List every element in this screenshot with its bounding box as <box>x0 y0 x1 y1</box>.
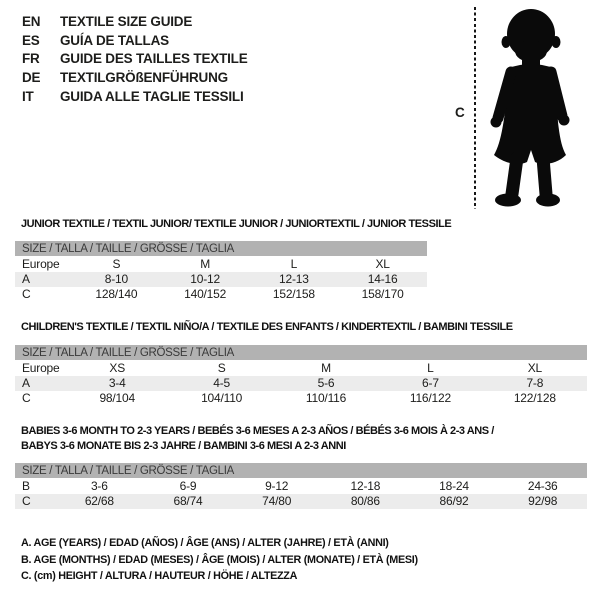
age-cell: 18-24 <box>439 479 469 493</box>
table-row <box>15 287 427 302</box>
height-cell: 98/104 <box>99 391 135 405</box>
height-cell: 152/158 <box>272 287 315 301</box>
age-cell: 8-10 <box>104 272 128 286</box>
height-cell: 74/80 <box>262 494 292 508</box>
children-size-table <box>15 345 587 406</box>
row-label: Europe <box>22 361 60 375</box>
age-cell: 12-18 <box>350 479 381 493</box>
table-row <box>15 479 587 494</box>
babies-size-table <box>15 463 587 509</box>
height-cell: 62/68 <box>84 494 114 508</box>
size-cell: L <box>290 257 298 271</box>
children-table-title: CHILDREN'S TEXTILE / TEXTIL NIÑO/A / TEXTILE DES ENFANTS / KINDERTEXTIL / BAMBINI TESSILE <box>21 321 513 333</box>
lang-row-es <box>22 32 248 51</box>
lang-row-en <box>22 13 248 32</box>
lang-code: FR <box>22 51 40 67</box>
lang-code: DE <box>22 70 41 86</box>
height-cell: 128/140 <box>95 287 138 301</box>
height-cell: 158/170 <box>361 287 404 301</box>
table-row <box>15 272 427 287</box>
height-cell: 86/92 <box>439 494 469 508</box>
height-cell: 92/98 <box>528 494 558 508</box>
age-cell: 14-16 <box>367 272 398 286</box>
size-cell: M <box>200 257 211 271</box>
size-header-bar: SIZE / TALLA / TAILLE / GRÖSSE / TAGLIA <box>15 241 427 257</box>
babies-title-line2: BABYS 3-6 MONATE BIS 2-3 JAHRE / BAMBINI 3-6 MESI A 2-3 ANNI <box>21 440 346 452</box>
junior-size-table <box>15 241 427 302</box>
age-cell: 9-12 <box>265 479 289 493</box>
row-label: C <box>22 391 31 405</box>
age-cell: 3-4 <box>108 376 126 390</box>
row-label: A <box>22 376 30 390</box>
legend-line-a: A. AGE (YEARS) / EDAD (AÑOS) / ÂGE (ANS) / ALTER (JAHRE) / ETÀ (ANNI) <box>21 537 389 549</box>
row-label: Europe <box>22 257 60 271</box>
lang-row-fr <box>22 50 248 69</box>
height-measure-line <box>474 7 476 209</box>
row-label: A <box>22 272 30 286</box>
age-cell: 5-6 <box>317 376 335 390</box>
height-cell: 116/122 <box>409 391 451 405</box>
height-cell: 80/86 <box>350 494 380 508</box>
age-cell: 7-8 <box>526 376 544 390</box>
table-row <box>15 361 587 376</box>
babies-title-line1: BABIES 3-6 MONTH TO 2-3 YEARS / BEBÉS 3-6 MESES A 2-3 AÑOS / BÉBÉS 3-6 MOIS À 2-3 ANS / <box>21 425 494 437</box>
table-row <box>15 257 427 272</box>
age-cell: 12-13 <box>279 272 309 286</box>
table-row <box>15 494 587 509</box>
table-row <box>15 376 587 391</box>
height-cell: 122/128 <box>513 391 556 405</box>
lang-title: GUÍA DE TALLAS <box>60 32 169 48</box>
size-header-bar: SIZE / TALLA / TAILLE / GRÖSSE / TAGLIA <box>15 463 587 479</box>
lang-row-it <box>22 88 248 107</box>
height-measure-label: C <box>455 105 465 120</box>
lang-title: GUIDA ALLE TAGLIE TESSILI <box>60 88 244 104</box>
age-cell: 6-9 <box>179 479 197 493</box>
toddler-silhouette <box>481 8 573 213</box>
age-cell: 6-7 <box>422 376 439 390</box>
lang-title: TEXTILGRÖßENFÜHRUNG <box>60 70 228 86</box>
age-cell: 10-12 <box>190 272 220 286</box>
size-cell: XL <box>527 361 542 375</box>
size-cell: L <box>427 361 434 375</box>
size-cell: XL <box>375 257 390 271</box>
language-title-list <box>22 13 248 107</box>
table-row <box>15 391 587 406</box>
height-cell: 140/152 <box>184 287 227 301</box>
junior-table-title: JUNIOR TEXTILE / TEXTIL JUNIOR/ TEXTILE JUNIOR / JUNIORTEXTIL / JUNIOR TESSILE <box>21 218 452 230</box>
size-header-bar: SIZE / TALLA / TAILLE / GRÖSSE / TAGLIA <box>15 345 587 361</box>
age-cell: 4-5 <box>213 376 230 390</box>
measurement-legend <box>21 535 418 585</box>
size-cell: M <box>321 361 331 375</box>
babies-table-title <box>21 424 494 454</box>
height-cell: 110/116 <box>305 391 347 405</box>
height-cell: 68/74 <box>173 494 203 508</box>
lang-code: IT <box>22 88 34 104</box>
row-label: C <box>22 494 31 508</box>
row-label: C <box>22 287 31 301</box>
legend-line-c: C. (cm) HEIGHT / ALTURA / HAUTEUR / HÖHE / ALTEZZA <box>21 570 298 583</box>
legend-line-b: B. AGE (MONTHS) / EDAD (MESES) / ÂGE (MOIS) / ALTER (MONATE) / ETÀ (MESI) <box>21 553 418 566</box>
age-cell: 24-36 <box>527 479 558 493</box>
height-cell: 104/110 <box>201 391 243 405</box>
size-cell: XS <box>109 361 125 375</box>
lang-code: ES <box>22 32 40 48</box>
age-cell: 3-6 <box>90 479 108 493</box>
lang-row-de <box>22 69 248 88</box>
row-label: B <box>22 479 30 493</box>
size-cell: S <box>217 361 226 375</box>
lang-title: GUIDE DES TAILLES TEXTILE <box>60 51 248 67</box>
size-cell: S <box>112 257 121 271</box>
lang-code: EN <box>22 14 41 29</box>
lang-title: TEXTILE SIZE GUIDE <box>60 14 193 29</box>
